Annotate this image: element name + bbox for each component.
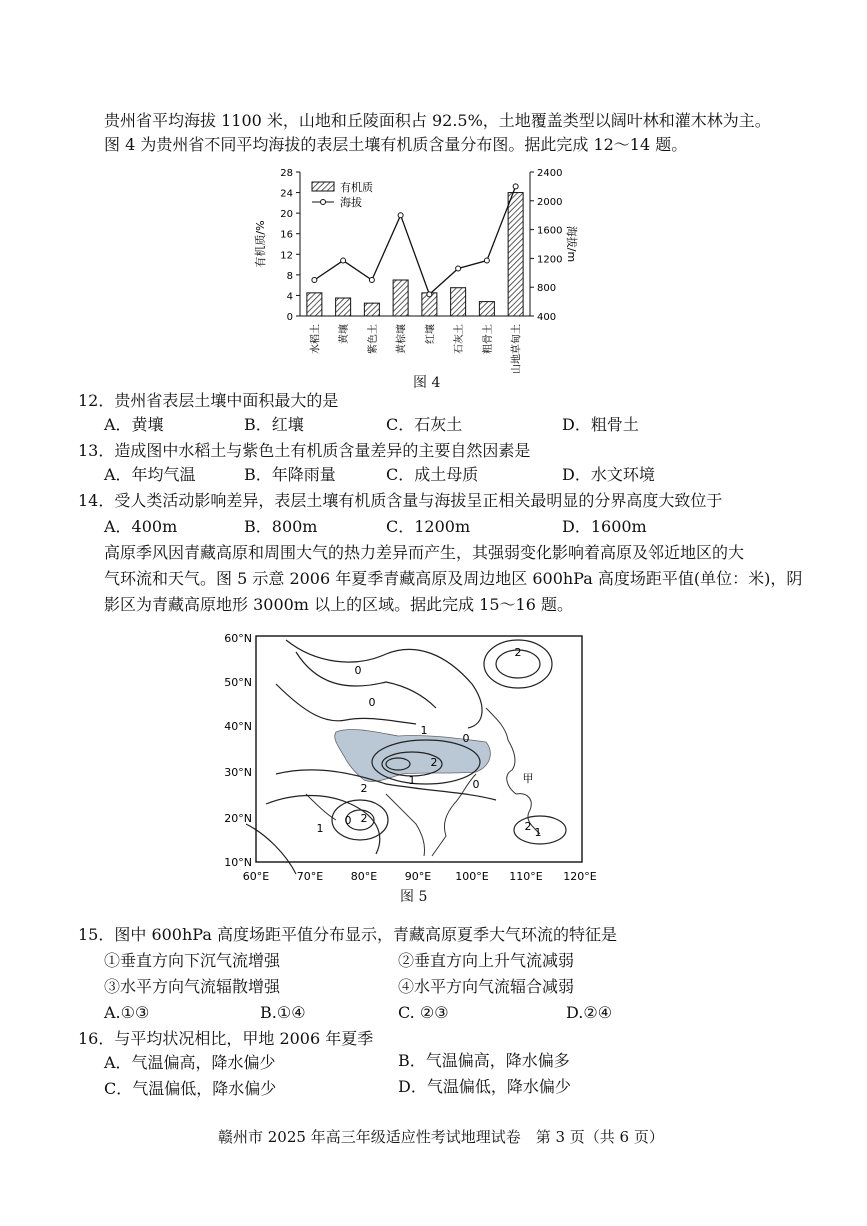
- contour-label: 甲: [522, 772, 534, 785]
- q16-option-a: A．气温偏高，降水偏少: [104, 1053, 276, 1072]
- x-tick-label: 红壤: [425, 324, 437, 344]
- intro1-line1: 贵州省平均海拔 1100 米，山地和丘陵面积占 92.5%，土地覆盖类型以阔叶林和灌木林为主。: [104, 111, 771, 130]
- bar-水稻土: [307, 293, 322, 316]
- lon-label: 120°E: [563, 870, 597, 883]
- lon-label: 90°E: [404, 870, 432, 883]
- q15-option-b: B.①④: [260, 1003, 306, 1022]
- q14-option-c: C．1200m: [386, 517, 471, 536]
- x-tick-label: 山地草甸土: [511, 324, 523, 374]
- q15-option-c: C. ②③: [398, 1003, 449, 1022]
- bar-黄棕壤: [393, 280, 408, 316]
- q12-option-a: A．黄壤: [104, 415, 164, 434]
- q16-option-c: C．气温偏低，降水偏少: [104, 1079, 277, 1098]
- q13-option-b: B．年降雨量: [244, 465, 336, 484]
- contour-label: 2: [514, 646, 522, 659]
- altitude-point-黄壤: [341, 258, 346, 263]
- legend-line-marker: [321, 200, 326, 205]
- altitude-point-石灰土: [456, 266, 461, 271]
- lon-label: 100°E: [455, 870, 489, 883]
- lat-label: 10°N: [224, 856, 252, 869]
- figure-4-chart: [250, 160, 580, 392]
- left-tick-label: 4: [286, 291, 293, 303]
- altitude-point-山地草甸土: [513, 184, 518, 189]
- lon-label: 110°E: [509, 870, 543, 883]
- contour-label: 0: [462, 732, 470, 745]
- q12-option-c: C．石灰土: [386, 415, 463, 434]
- contour-label: 1: [408, 774, 416, 787]
- q14-option-b: B．800m: [244, 517, 318, 536]
- altitude-point-黄棕壤: [398, 213, 403, 218]
- bar-黄壤: [336, 298, 351, 316]
- lon-label: 80°E: [350, 870, 378, 883]
- left-tick-label: 20: [280, 209, 293, 221]
- intro2-line2: 气环流和天气。图 5 示意 2006 年夏季青藏高原及周边地区 600hPa 高度场距平值(单位：米)，阴: [104, 569, 803, 588]
- q13-stem: 13．造成图中水稻土与紫色土有机质含量差异的主要自然因素是: [78, 441, 531, 460]
- q16-option-d: D．气温偏低，降水偏少: [398, 1077, 571, 1096]
- q14-stem: 14．受人类活动影响差异，表层土壤有机质含量与海拔呈正相关最明显的分界高度大致位于: [78, 491, 723, 510]
- altitude-point-粗骨土: [484, 258, 489, 263]
- altitude-point-水稻土: [312, 278, 317, 283]
- q15-statement-2: ②垂直方向上升气流减弱: [398, 951, 575, 970]
- intro1-line2: 图 4 为贵州省不同平均海拔的表层土壤有机质含量分布图。据此完成 12～14 题。: [104, 135, 688, 154]
- contour-label: 1: [420, 724, 428, 737]
- x-tick-label: 水稻土: [310, 324, 322, 354]
- bar-石灰土: [451, 288, 466, 316]
- right-tick-label: 2000: [537, 196, 563, 208]
- lat-label: 30°N: [224, 766, 252, 779]
- altitude-point-紫色土: [369, 278, 374, 283]
- legend-bar-label: 有机质: [340, 181, 373, 194]
- left-axis-label: 有机质/%: [254, 220, 267, 268]
- q13-option-c: C．成土母质: [386, 465, 479, 484]
- figure-5-caption: 图 5: [400, 889, 428, 905]
- legend-bar-swatch: [312, 182, 334, 191]
- right-axis-label: 海拔/m: [565, 225, 578, 263]
- right-tick-label: 400: [537, 312, 557, 323]
- figure-5-map: [224, 624, 597, 888]
- bar-紫色土: [364, 303, 379, 316]
- page-footer: 赣州市 2025 年高三年级适应性考试地理试卷 第 3 页（共 6 页）: [218, 1128, 664, 1146]
- x-tick-label: 石灰土: [454, 324, 466, 354]
- q14-option-d: D．1600m: [562, 517, 647, 536]
- q12-option-d: D．粗骨土: [562, 415, 639, 434]
- figure-4-caption: 图 4: [413, 375, 441, 391]
- left-tick-label: 0: [286, 312, 293, 323]
- altitude-point-红壤: [427, 292, 432, 297]
- contour-label: 0: [344, 814, 352, 827]
- left-tick-label: 12: [280, 250, 293, 262]
- right-tick-label: 2400: [537, 168, 563, 179]
- contour-label: 2: [360, 812, 368, 825]
- intro2-line1: 高原季风因青藏高原和周围大气的热力差异而产生，其强弱变化影响着高原及邻近地区的大: [104, 543, 745, 562]
- lat-label: 40°N: [224, 720, 252, 733]
- right-tick-label: 800: [537, 283, 557, 295]
- lon-label: 70°E: [296, 870, 324, 883]
- bar-山地草甸土: [508, 193, 523, 316]
- contour-label: 2: [524, 820, 532, 833]
- contour-label: 2: [360, 782, 368, 795]
- x-tick-label: 紫色土: [367, 324, 379, 354]
- legend-line-label: 海拔: [340, 196, 362, 209]
- right-tick-label: 1200: [537, 254, 563, 266]
- q15-stem: 15．图中 600hPa 高度场距平值分布显示，青藏高原夏季大气环流的特征是: [78, 925, 617, 944]
- q15-statement-1: ①垂直方向下沉气流增强: [104, 951, 281, 970]
- lat-label: 20°N: [224, 812, 252, 825]
- q12-stem: 12．贵州省表层土壤中面积最大的是: [78, 391, 339, 410]
- x-tick-label: 黄壤: [339, 324, 351, 344]
- contour-label: 2: [430, 756, 438, 769]
- contour-label: 1: [534, 826, 542, 839]
- q16-option-b: B．气温偏高，降水偏多: [398, 1051, 570, 1070]
- contour-label: 0: [472, 778, 480, 791]
- q15-option-d: D.②④: [566, 1003, 613, 1022]
- contour-label: 0: [368, 696, 376, 709]
- q12-option-b: B．红壤: [244, 415, 304, 434]
- q15-statement-4: ④水平方向气流辐合减弱: [398, 977, 575, 996]
- q15-option-a: A.①③: [104, 1003, 150, 1022]
- q15-statement-3: ③水平方向气流辐散增强: [104, 977, 281, 996]
- lat-label: 60°N: [224, 632, 252, 645]
- left-tick-label: 16: [280, 229, 293, 241]
- q16-stem: 16．与平均状况相比，甲地 2006 年夏季: [78, 1029, 374, 1048]
- q13-option-a: A．年均气温: [104, 465, 196, 484]
- lon-label: 60°E: [242, 870, 270, 883]
- q13-option-d: D．水文环境: [562, 465, 655, 484]
- left-tick-label: 8: [286, 270, 293, 282]
- left-tick-label: 24: [280, 188, 293, 200]
- bar-粗骨土: [479, 302, 494, 316]
- left-tick-label: 28: [280, 168, 293, 179]
- lat-label: 50°N: [224, 676, 252, 689]
- intro2-line3: 影区为青藏高原地形 3000m 以上的区域。据此完成 15～16 题。: [104, 595, 573, 614]
- q14-option-a: A．400m: [104, 517, 178, 536]
- contour-label: 0: [354, 664, 362, 677]
- right-tick-label: 1600: [537, 225, 563, 237]
- x-tick-label: 黄棕壤: [396, 324, 408, 354]
- x-tick-label: 粗骨土: [482, 324, 494, 354]
- contour-label: 1: [316, 822, 324, 835]
